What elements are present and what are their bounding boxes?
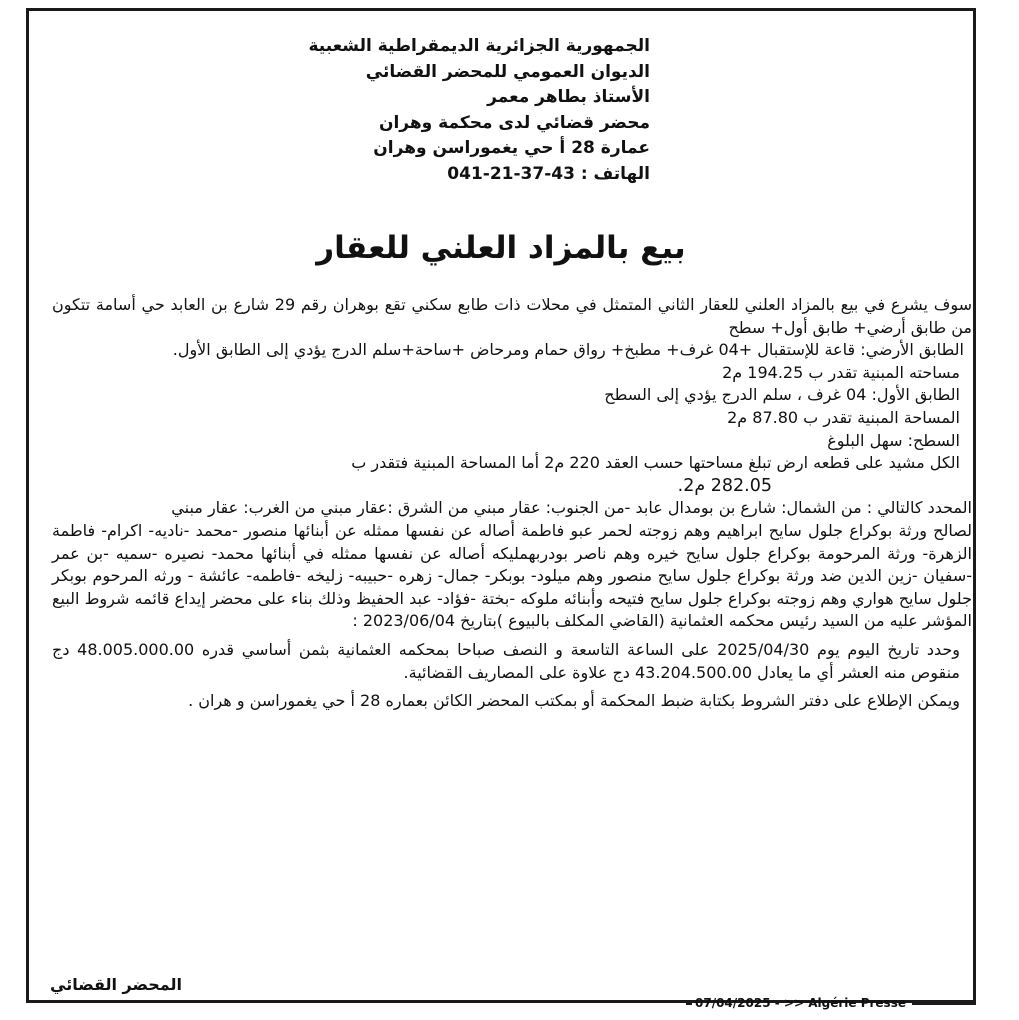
header-name: الأستاذ بطاهر معمر — [487, 87, 650, 107]
page-title: بيع بالمزاد العلني للعقار — [316, 230, 686, 266]
header-phone: الهاتف : 041-21-37-43 — [447, 163, 650, 184]
header-republic: الجمهورية الجزائرية الديمقراطية الشعبية — [308, 36, 650, 56]
footer-rule-right — [912, 1002, 976, 1005]
footer-rule-left — [686, 1002, 692, 1005]
footer-credit — [686, 996, 976, 1010]
paragraph-parties: لصالح ورثة بوكراع جلول سايح ابراهيم وهم زوجته لحمر عبو فاطمة أصاله عن نفسها ممثله عن أبنائها منصور -محمد -ناديه- اكرام- فاطمة الزهرة- ورثة المرحومة بوكراع جلول سايح خيره وهم ناصر بودربهمليكه أصاله عن نفسها ممثله في أبنائها محمد- نصيره -سميه -بن عمر -سفيان -زين الدين ضد ورثة بوكراع جلول سايح منصور وهم ميلود- بوبكر- جمال- زهره -حبيبه- زليخه -فاطمه- عائشة - ورثه المرحوم بوبكر جلول سايح هواري وهم زوجته بوكراع جلول سايح فتيحه وأبنائه ملوكه -بختة -فؤاد- عبد الحفيظ وذلك بناء على محضر إيداع قائمه شروط البيع المؤشر عليه من السيد رئيس محكمه العثمانية (القاضي المكلف بالبيوع )بتاريخ 2023/06/04 : — [52, 520, 972, 631]
paragraph-consultation: ويمكن الإطلاع على دفتر الشروط بكتابة ضبط المحكمة أو بمكتب المحضر الكائن بعماره 28 أ حي يغموراسن و هران . — [188, 691, 960, 711]
phone-label: الهاتف — [593, 163, 650, 184]
paragraph-boundaries: المحدد كالتالي : من الشمال: شارع بن بومدال عابد -من الجنوب: عقار مبني من الشرق :عقار مبني من الغرب: عقار مبني — [171, 498, 972, 518]
footer-separator: - >> — [774, 996, 805, 1010]
paragraph-first-floor: الطابق الأول: 04 غرف ، سلم الدرج يؤدي إلى السطح — [604, 385, 960, 405]
paragraph-ground-area: مساحته المبنية تقدر ب 194.25 م2 — [722, 362, 960, 382]
phone-number: 041-21-37-43 — [447, 163, 575, 184]
paragraph-built-area: 282.05 م2. — [677, 475, 772, 496]
paragraph-date-price: وحدد تاريخ اليوم يوم 2025/04/30 على الساعة التاسعة و النصف صباحا بمحكمه العثمانية بثمن أساسي قدره 48.005.000.00 دج منقوص منه العشر أي ما يعادل 43.204.500.00 دج علاوة على المصاريف القضائية. — [52, 639, 961, 682]
footer-source: Algérie Presse — [808, 996, 906, 1010]
document-header — [200, 34, 650, 187]
paragraph-first-area: المساحة المبنية تقدر ب 87.80 م2 — [727, 407, 960, 427]
document-body — [52, 294, 972, 713]
paragraph-roof: السطح: سهل البلوغ — [827, 430, 960, 450]
paragraph-intro: سوف يشرع في بيع بالمزاد العلني للعقار الثاني المتمثل في محلات ذات طابع سكني تقع بوهران رقم 29 شارع بن العابد حي أسامة تتكون من طابق أرضي+ طابق أول+ سطح — [52, 295, 972, 337]
paragraph-land: الكل مشيد على قطعه ارض تبلغ مساحتها حسب العقد 220 م2 أما المساحة المبنية فتقدر ب — [351, 453, 960, 473]
header-court: محضر قضائي لدى محكمة وهران — [378, 112, 650, 133]
paragraph-ground-floor: الطابق الأرضي: قاعة للإستقبال +04 غرف+ مطبخ+ رواق حمام ومرحاض +ساحة+سلم الدرج يؤدي إلى الطابق الأول. — [172, 340, 964, 360]
footer-date: 07/04/2025 — [695, 996, 771, 1010]
header-address: عمارة 28 أ حي يغموراسن وهران — [373, 138, 650, 158]
signature: المحضر القضائي — [50, 975, 183, 994]
header-office: الديوان العمومي للمحضر القضائي — [365, 61, 650, 82]
